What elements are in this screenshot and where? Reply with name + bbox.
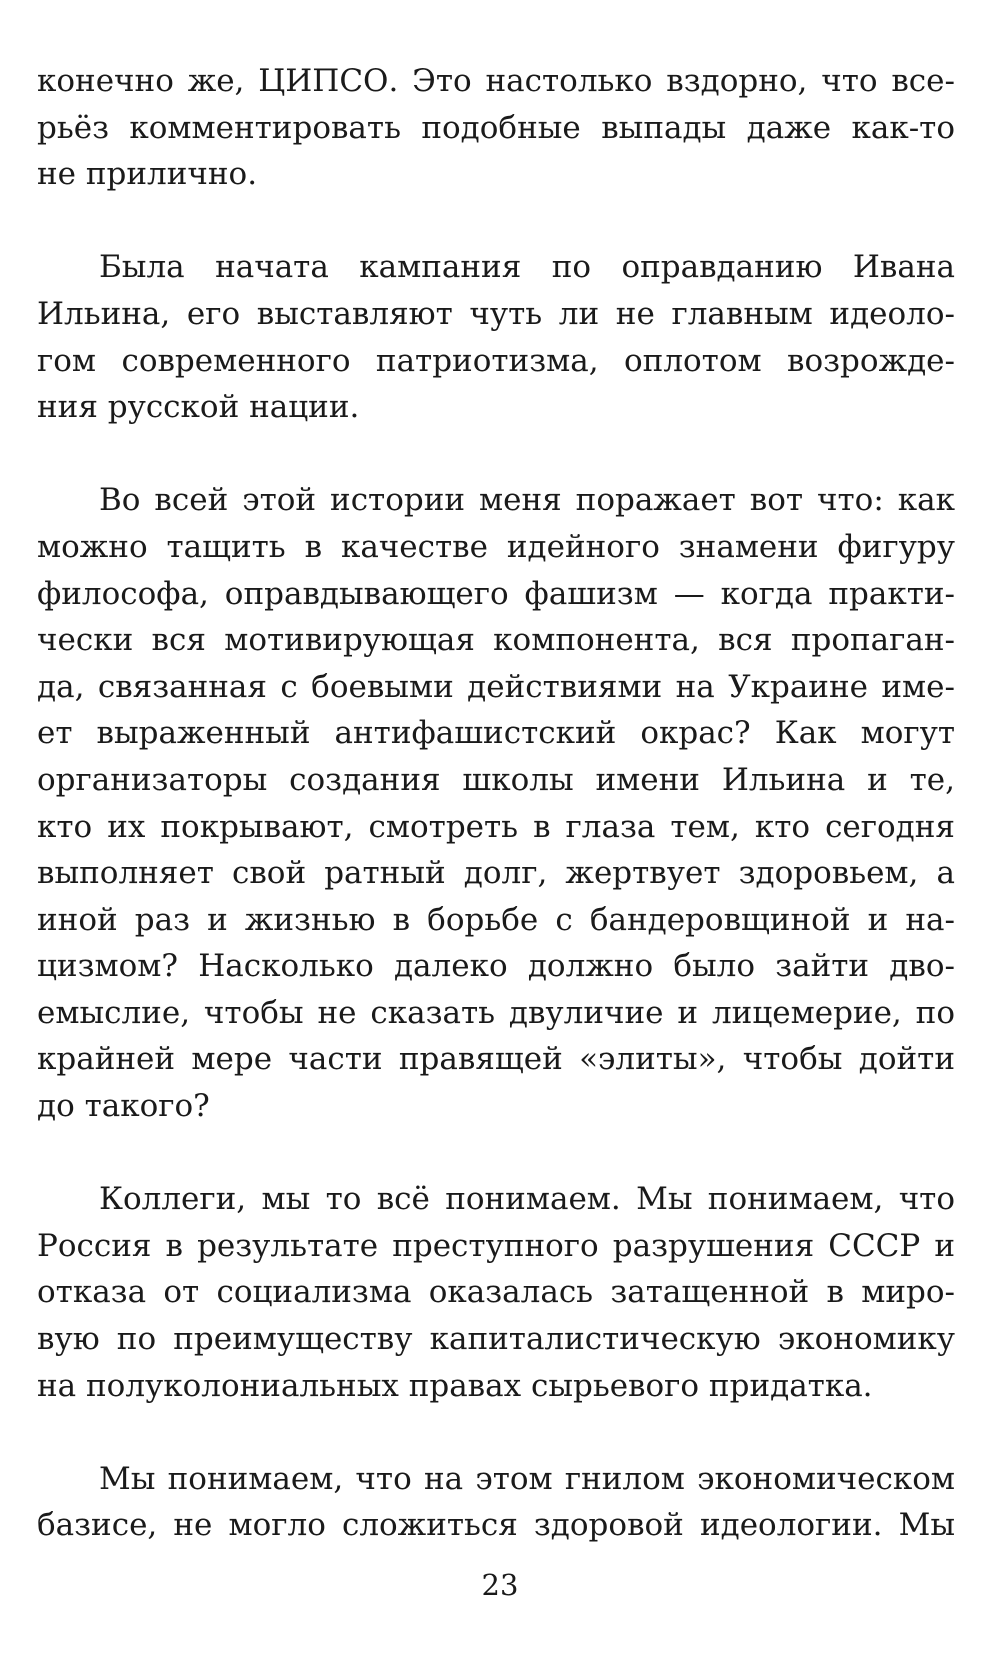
text-line: не прилично. [37,156,258,193]
text-line: Коллеги, мы то всё понимаем. Мы понимаем, что [99,1181,955,1218]
text-line: Была начата кампания по оправданию Ивана [99,249,955,286]
text-line: отказа от социализма оказалась затащенной в миро- [37,1274,955,1311]
text-line: Россия в результате преступного разрушения СССР и [37,1227,955,1264]
text-line: да, связанная с боевыми действиями на Украине име- [37,668,955,705]
text-line: иной раз и жизнью в борьбе с бандеровщиной и на- [37,901,955,938]
text-line: конечно же, ЦИПСО. Это настолько вздорно, что все- [37,63,955,99]
text-line: рьёз комментировать подобные выпады даже как-то [37,109,955,146]
text-line: гом современного патриотизма, оплотом возрожде- [37,342,955,379]
page-number: 23 [481,1568,519,1602]
paragraph-3 [37,477,955,1129]
paragraph-1 [37,58,955,198]
text-line: цизмом? Насколько далеко должно было зайти дво- [37,948,955,985]
text-line: организаторы создания школы имени Ильина и те, [37,761,955,798]
text-line: базисе, не могло сложиться здоровой идеологии. Мы [37,1507,955,1544]
text-line: чески вся мотивирующая компонента, вся пропаган- [37,622,955,659]
text-line: философа, оправдывающего фашизм — когда практи- [37,575,955,612]
text-line: можно тащить в качестве идейного знамени фигуру [37,528,955,565]
text-line: емыслие, чтобы не сказать двуличие и лицемерие, по [37,994,955,1031]
text-line: до такого? [37,1088,210,1125]
text-line: Ильина, его выставляют чуть ли не главным идеоло- [37,295,955,332]
text-line: Во всей этой истории меня поражает вот что: как [99,482,955,519]
text-line: кто их покрывают, смотреть в глаза тем, кто сегодня [37,808,955,845]
text-line: ет выраженный антифашистский окрас? Как могут [37,715,955,752]
text-line: Мы понимаем, что на этом гнилом экономическом [99,1460,955,1497]
text-line: вую по преимуществу капиталистическую экономику [37,1321,955,1358]
body-text [37,58,955,1549]
paragraph-2 [37,244,955,430]
paragraph-5 [37,1456,955,1549]
text-line: ния русской нации. [37,389,360,426]
text-line: на полуколониальных правах сырьевого придатка. [37,1367,873,1404]
text-line: выполняет свой ратный долг, жертвует здоровьем, а [37,855,955,892]
text-line: крайней мере части правящей «элиты», чтобы дойти [37,1041,955,1078]
paragraph-4 [37,1176,955,1409]
